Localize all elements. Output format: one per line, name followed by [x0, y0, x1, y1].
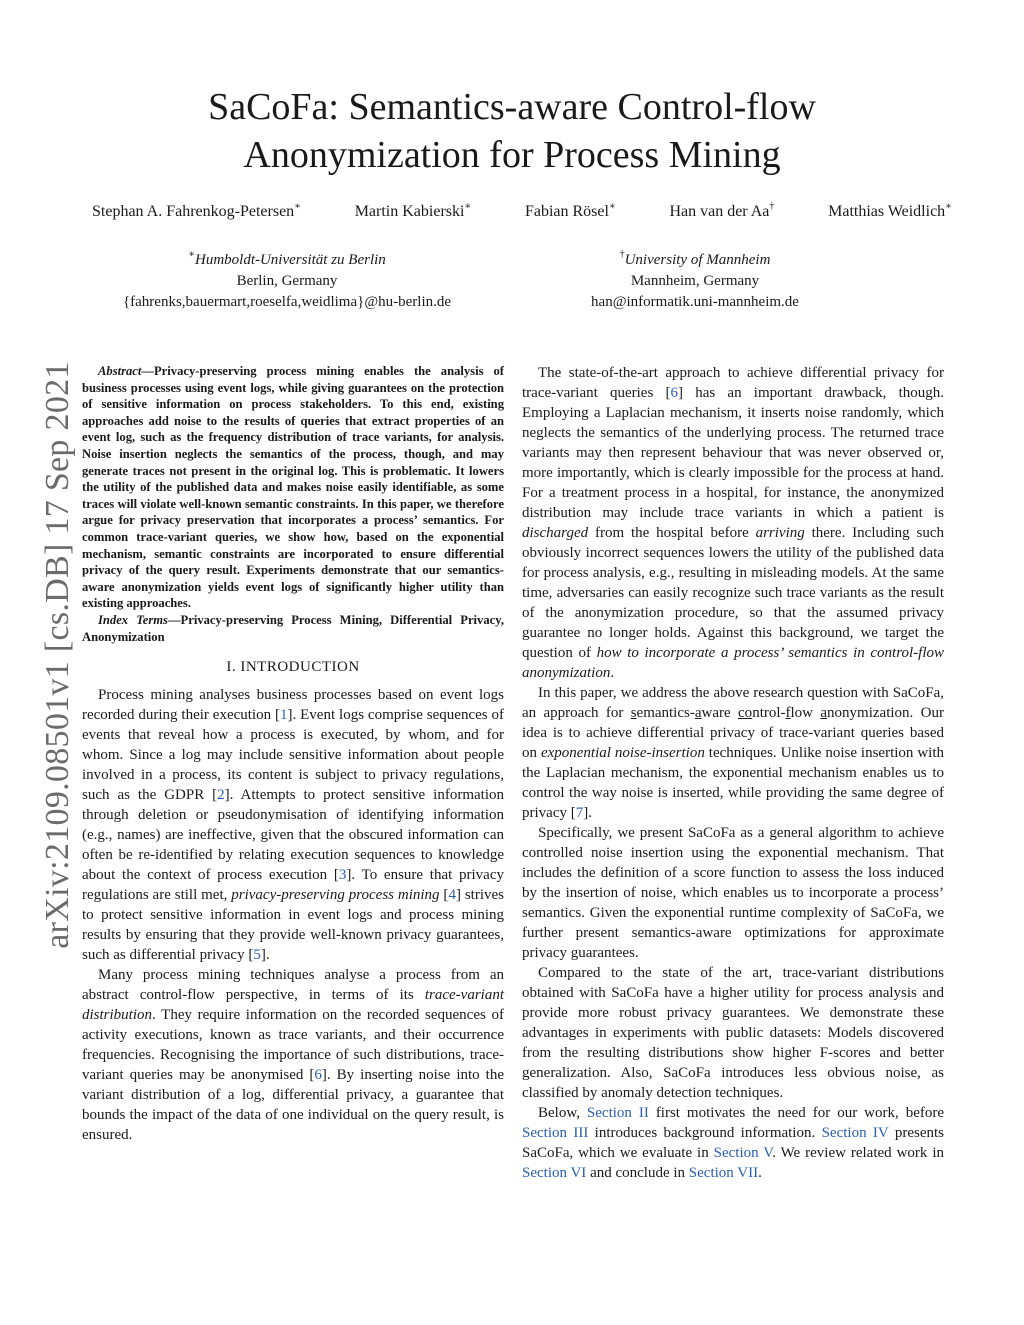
- section-link[interactable]: Section VII: [688, 1165, 759, 1181]
- institution-email: han@informatik.uni-mannheim.de: [591, 294, 799, 310]
- paragraph: Specifically, we present SaCoFa as a general algorithm to achieve controlled noise insertion using the exponential mechanism. That includes the definition of a score function to assess the loss induced by the insertion of noise, which enables us to incorporate a process’ semantics. Given the exponential runtime complexity of SaCoFa, we further present semantics-aware optimizations for approximate privacy guarantees.: [522, 825, 944, 961]
- author: Stephan A. Fahrenkog-Petersen∗: [92, 201, 301, 220]
- affiliation-berlin: ∗Humboldt-Universität zu Berlin Berlin, Germany {fahrenks,bauermart,roeselfa,weidlima}@hu-berlin.de: [62, 244, 512, 313]
- section-link[interactable]: Section V: [713, 1145, 773, 1161]
- author: Martin Kabierski∗: [354, 201, 472, 220]
- section-link[interactable]: Section III: [522, 1125, 589, 1141]
- author-list: [92, 201, 952, 221]
- abstract: Abstract—Privacy-preserving process mining enables the analysis of business processes using event logs, while giving guarantees on the protection of sensitive information on process stakeholders. To this end, existing approaches add noise to the results of queries that extract properties of an event log, such as the frequency distribution of trace variants, for analysis. Noise insertion neglects the semantics of the process, though, and may generate traces not present in the original log. This is problematic. It lowers the utility of the published data and makes noise easily identifiable, as some traces will violate well-known semantic constraints. In this paper, we therefore argue for privacy preservation that incorporates a process’ semantics. For common trace-variant queries, we show how, based on the exponential mechanism, semantic constraints are incorporated to ensure differential privacy of the query result. Experiments demonstrate that our semantics-aware anonymization yields event logs of significantly higher utility than existing approaches.: [82, 364, 504, 611]
- section-link[interactable]: Section VI: [522, 1165, 587, 1181]
- paper-title-line-2: Anonymization for Process Mining: [243, 134, 781, 176]
- citation-link[interactable]: 3: [338, 867, 347, 884]
- citation-link[interactable]: 2: [217, 787, 225, 804]
- citation-link[interactable]: 5: [253, 947, 261, 964]
- institution-name: Humboldt-Universität zu Berlin: [194, 252, 386, 268]
- paragraph: Below, Section II first motivates the need for our work, before Section III introduces background information. Section IV presents SaCoFa, which we evaluate in Section V. We review related work in Section VI and conclude in Section VII.: [522, 1105, 945, 1181]
- paragraph: Compared to the state of the art, trace-variant distributions obtained with SaCoFa have a higher utility for process analysis and provide more robust privacy guarantees. We demonstrate these advantages in experiments with public datasets: Models discovered from the resulting distributions show higher F-scores and better generalization. Also, SaCoFa introduces less obvious noise, as classified by anomaly detection techniques.: [522, 965, 944, 1101]
- right-column: [522, 363, 944, 1183]
- citation-link[interactable]: 4: [448, 887, 456, 904]
- paragraph: Many process mining techniques analyse a process from an abstract control-flow perspective, in terms of its trace-variant distribution. They require information on the recorded sequences of activity executions, known as trace variants, and their occurrence frequencies. Recognising the importance of such distributions, trace-variant queries may be anonymised [6]. By inserting noise into the variant distribution of a log, differential privacy, a guarantee that bounds the impact of the data of one individual on the query result, is ensured.: [82, 967, 504, 1144]
- section-link[interactable]: Section II: [586, 1105, 649, 1121]
- author: Fabian Rösel∗: [524, 201, 616, 220]
- citation-link[interactable]: 6: [670, 385, 679, 401]
- author: Han van der Aa†: [669, 201, 775, 220]
- affiliation-mannheim: †University of Mannheim Mannheim, Germany han@informatik.uni-mannheim.de: [470, 244, 920, 313]
- index-terms: Index Terms—Privacy-preserving Process Mining, Differential Privacy, Anonymization: [82, 612, 504, 644]
- citation-link[interactable]: 1: [280, 707, 288, 724]
- paragraph: The state-of-the-art approach to achieve differential privacy for trace-variant queries [6] has an important drawback, though. Employing a Laplacian mechanism, it inserts noise randomly, which neglects the semantics of the underlying process. The returned trace variants may then represent behaviour that was never observed or, more importantly, which is clearly impossible for the process at hand. For a treatment process in a hospital, for instance, the anonymized distribution may include trace variants in which a patient is discharged from the hospital before arriving there. Including such obviously incorrect sequences lowers the utility of the published data for process analysis, e.g., resulting in misleading models. At the same time, adversaries can easily recognize such trace variants as the result of the anonymization procedure, so that the assumed privacy guarantee no longer holds. Against this background, we target the question of how to incorporate a process’ semantics in control-flow anonymization.: [522, 365, 944, 681]
- institution-email: {fahrenks,bauermart,roeselfa,weidlima}@hu-berlin.de: [122, 294, 452, 310]
- citation-link[interactable]: 7: [575, 805, 584, 821]
- institution-location: Berlin, Germany: [236, 273, 338, 289]
- paragraph: In this paper, we address the above research question with SaCoFa, an approach for semantics-aware control-flow anonymization. Our idea is to achieve differential privacy of trace-variant queries based on exponential noise-insertion techniques. Unlike noise insertion with the Laplacian mechanism, the exponential mechanism enables us to control the way noise is inserted, while providing the same degree of privacy [7].: [522, 685, 945, 821]
- paragraph: Process mining analyses business processes based on event logs recorded during their execution [1]. Event logs comprise sequences of events that reveal how a process is executed, by whom, and for whom. Since a log may include sensitive information about people involved in a process, its content is subject to privacy regulations, such as the GDPR [2]. Attempts to protect sensitive information through deletion or pseudonymisation of identifying information (e.g., names) are ineffective, given that the obscured information can often be re-identified by relating execution sequences to knowledge about the context of process execution [3]. To ensure that privacy regulations are still met, privacy-preserving process mining [4] strives to protect sensitive information in event logs and process mining results by ensuring that they provide well-known privacy guarantees, such as differential privacy [5].: [82, 687, 504, 964]
- citation-link[interactable]: 6: [314, 1067, 322, 1084]
- left-column: [82, 363, 504, 1145]
- arxiv-identifier: arXiv:2109.08501v1 [cs.DB] 17 Sep 2021: [39, 361, 76, 949]
- author: Matthias Weidlich∗: [828, 201, 952, 220]
- section-heading-introduction: I. INTRODUCTION: [226, 659, 360, 676]
- institution-location: Mannheim, Germany: [630, 273, 760, 289]
- paper-title-line-1: SaCoFa: Semantics-aware Control-flow: [208, 86, 816, 128]
- institution-name: University of Mannheim: [624, 252, 771, 268]
- section-link[interactable]: Section IV: [821, 1125, 889, 1141]
